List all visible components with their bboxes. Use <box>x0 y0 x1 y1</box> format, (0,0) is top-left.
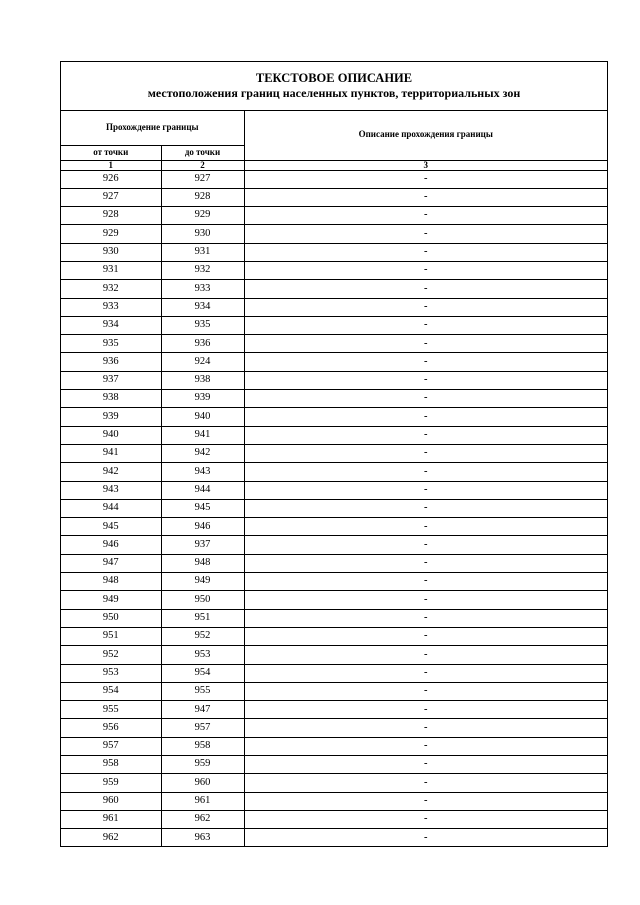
description-cell: - <box>244 664 607 682</box>
table-row <box>61 573 607 591</box>
header-description: Описание прохождения границы <box>244 110 607 160</box>
description-cell: - <box>244 353 607 371</box>
document-frame <box>60 61 608 847</box>
from-point-cell: 952 <box>61 646 161 664</box>
from-point-cell: 950 <box>61 609 161 627</box>
from-point-cell: 956 <box>61 719 161 737</box>
description-cell: - <box>244 737 607 755</box>
to-point-cell: 943 <box>161 463 244 481</box>
table-row <box>61 518 607 536</box>
column-number-3: 3 <box>244 160 607 170</box>
description-cell: - <box>244 170 607 188</box>
from-point-cell: 961 <box>61 810 161 828</box>
header-boundary-passage: Прохождение границы <box>61 110 244 145</box>
description-cell: - <box>244 518 607 536</box>
table-row <box>61 426 607 444</box>
table-row <box>61 536 607 554</box>
from-point-cell: 930 <box>61 243 161 261</box>
table-row <box>61 719 607 737</box>
from-point-cell: 960 <box>61 792 161 810</box>
from-point-cell: 927 <box>61 188 161 206</box>
table-row <box>61 444 607 462</box>
description-cell: - <box>244 829 607 847</box>
description-cell: - <box>244 554 607 572</box>
description-cell: - <box>244 444 607 462</box>
title-block <box>61 62 607 111</box>
to-point-cell: 961 <box>161 792 244 810</box>
table-row <box>61 591 607 609</box>
description-cell: - <box>244 646 607 664</box>
from-point-cell: 933 <box>61 298 161 316</box>
description-cell: - <box>244 774 607 792</box>
to-point-cell: 927 <box>161 170 244 188</box>
description-cell: - <box>244 573 607 591</box>
table-row <box>61 390 607 408</box>
table-row <box>61 207 607 225</box>
from-point-cell: 955 <box>61 701 161 719</box>
from-point-cell: 942 <box>61 463 161 481</box>
description-cell: - <box>244 536 607 554</box>
to-point-cell: 954 <box>161 664 244 682</box>
from-point-cell: 932 <box>61 280 161 298</box>
to-point-cell: 946 <box>161 518 244 536</box>
to-point-cell: 930 <box>161 225 244 243</box>
table-row <box>61 408 607 426</box>
description-cell: - <box>244 682 607 700</box>
from-point-cell: 962 <box>61 829 161 847</box>
from-point-cell: 953 <box>61 664 161 682</box>
description-cell: - <box>244 371 607 389</box>
from-point-cell: 939 <box>61 408 161 426</box>
description-cell: - <box>244 701 607 719</box>
to-point-cell: 958 <box>161 737 244 755</box>
table-row <box>61 298 607 316</box>
to-point-cell: 960 <box>161 774 244 792</box>
description-cell: - <box>244 591 607 609</box>
table-row <box>61 774 607 792</box>
to-point-cell: 952 <box>161 627 244 645</box>
description-cell: - <box>244 335 607 353</box>
from-point-cell: 929 <box>61 225 161 243</box>
from-point-cell: 949 <box>61 591 161 609</box>
to-point-cell: 951 <box>161 609 244 627</box>
table-body <box>61 170 607 846</box>
description-cell: - <box>244 298 607 316</box>
description-cell: - <box>244 188 607 206</box>
to-point-cell: 944 <box>161 481 244 499</box>
description-cell: - <box>244 390 607 408</box>
table-row <box>61 701 607 719</box>
table-row <box>61 737 607 755</box>
to-point-cell: 939 <box>161 390 244 408</box>
table-row <box>61 646 607 664</box>
table-row <box>61 261 607 279</box>
table-row <box>61 554 607 572</box>
from-point-cell: 946 <box>61 536 161 554</box>
to-point-cell: 941 <box>161 426 244 444</box>
to-point-cell: 936 <box>161 335 244 353</box>
from-point-cell: 947 <box>61 554 161 572</box>
from-point-cell: 928 <box>61 207 161 225</box>
from-point-cell: 936 <box>61 353 161 371</box>
description-cell: - <box>244 792 607 810</box>
to-point-cell: 949 <box>161 573 244 591</box>
from-point-cell: 926 <box>61 170 161 188</box>
table-row <box>61 792 607 810</box>
table-row <box>61 280 607 298</box>
description-cell: - <box>244 426 607 444</box>
to-point-cell: 947 <box>161 701 244 719</box>
from-point-cell: 944 <box>61 499 161 517</box>
table-row <box>61 243 607 261</box>
description-cell: - <box>244 627 607 645</box>
description-cell: - <box>244 810 607 828</box>
from-point-cell: 937 <box>61 371 161 389</box>
description-cell: - <box>244 225 607 243</box>
description-cell: - <box>244 316 607 334</box>
to-point-cell: 948 <box>161 554 244 572</box>
boundary-table <box>61 110 607 846</box>
table-row <box>61 664 607 682</box>
to-point-cell: 957 <box>161 719 244 737</box>
from-point-cell: 945 <box>61 518 161 536</box>
description-cell: - <box>244 207 607 225</box>
description-cell: - <box>244 481 607 499</box>
to-point-cell: 929 <box>161 207 244 225</box>
to-point-cell: 963 <box>161 829 244 847</box>
to-point-cell: 937 <box>161 536 244 554</box>
to-point-cell: 924 <box>161 353 244 371</box>
to-point-cell: 935 <box>161 316 244 334</box>
description-cell: - <box>244 719 607 737</box>
table-row <box>61 682 607 700</box>
table-row <box>61 609 607 627</box>
description-cell: - <box>244 499 607 517</box>
description-cell: - <box>244 243 607 261</box>
description-cell: - <box>244 408 607 426</box>
to-point-cell: 959 <box>161 756 244 774</box>
document-title: ТЕКСТОВОЕ ОПИСАНИЕ <box>255 71 413 85</box>
to-point-cell: 950 <box>161 591 244 609</box>
description-cell: - <box>244 756 607 774</box>
to-point-cell: 928 <box>161 188 244 206</box>
description-cell: - <box>244 609 607 627</box>
table-row <box>61 225 607 243</box>
from-point-cell: 959 <box>61 774 161 792</box>
to-point-cell: 938 <box>161 371 244 389</box>
to-point-cell: 932 <box>161 261 244 279</box>
table-row <box>61 463 607 481</box>
from-point-cell: 943 <box>61 481 161 499</box>
table-row <box>61 481 607 499</box>
description-cell: - <box>244 261 607 279</box>
table-row <box>61 371 607 389</box>
from-point-cell: 938 <box>61 390 161 408</box>
table-row <box>61 499 607 517</box>
from-point-cell: 931 <box>61 261 161 279</box>
to-point-cell: 942 <box>161 444 244 462</box>
from-point-cell: 941 <box>61 444 161 462</box>
to-point-cell: 955 <box>161 682 244 700</box>
table-row <box>61 627 607 645</box>
from-point-cell: 935 <box>61 335 161 353</box>
table-row <box>61 829 607 847</box>
table-row <box>61 335 607 353</box>
column-number-2: 2 <box>161 160 244 170</box>
from-point-cell: 951 <box>61 627 161 645</box>
to-point-cell: 962 <box>161 810 244 828</box>
table-row <box>61 756 607 774</box>
from-point-cell: 957 <box>61 737 161 755</box>
column-number-1: 1 <box>61 160 161 170</box>
to-point-cell: 940 <box>161 408 244 426</box>
from-point-cell: 958 <box>61 756 161 774</box>
from-point-cell: 954 <box>61 682 161 700</box>
from-point-cell: 934 <box>61 316 161 334</box>
document-subtitle: местоположения границ населенных пунктов, территориальных зон <box>147 86 521 100</box>
from-point-cell: 948 <box>61 573 161 591</box>
to-point-cell: 931 <box>161 243 244 261</box>
to-point-cell: 933 <box>161 280 244 298</box>
to-point-cell: 934 <box>161 298 244 316</box>
header-from-point: от точки <box>61 145 161 160</box>
description-cell: - <box>244 280 607 298</box>
from-point-cell: 940 <box>61 426 161 444</box>
header-to-point: до точки <box>161 145 244 160</box>
description-cell: - <box>244 463 607 481</box>
to-point-cell: 945 <box>161 499 244 517</box>
table-row <box>61 353 607 371</box>
to-point-cell: 953 <box>161 646 244 664</box>
table-row <box>61 188 607 206</box>
table-row <box>61 170 607 188</box>
table-row <box>61 316 607 334</box>
table-row <box>61 810 607 828</box>
